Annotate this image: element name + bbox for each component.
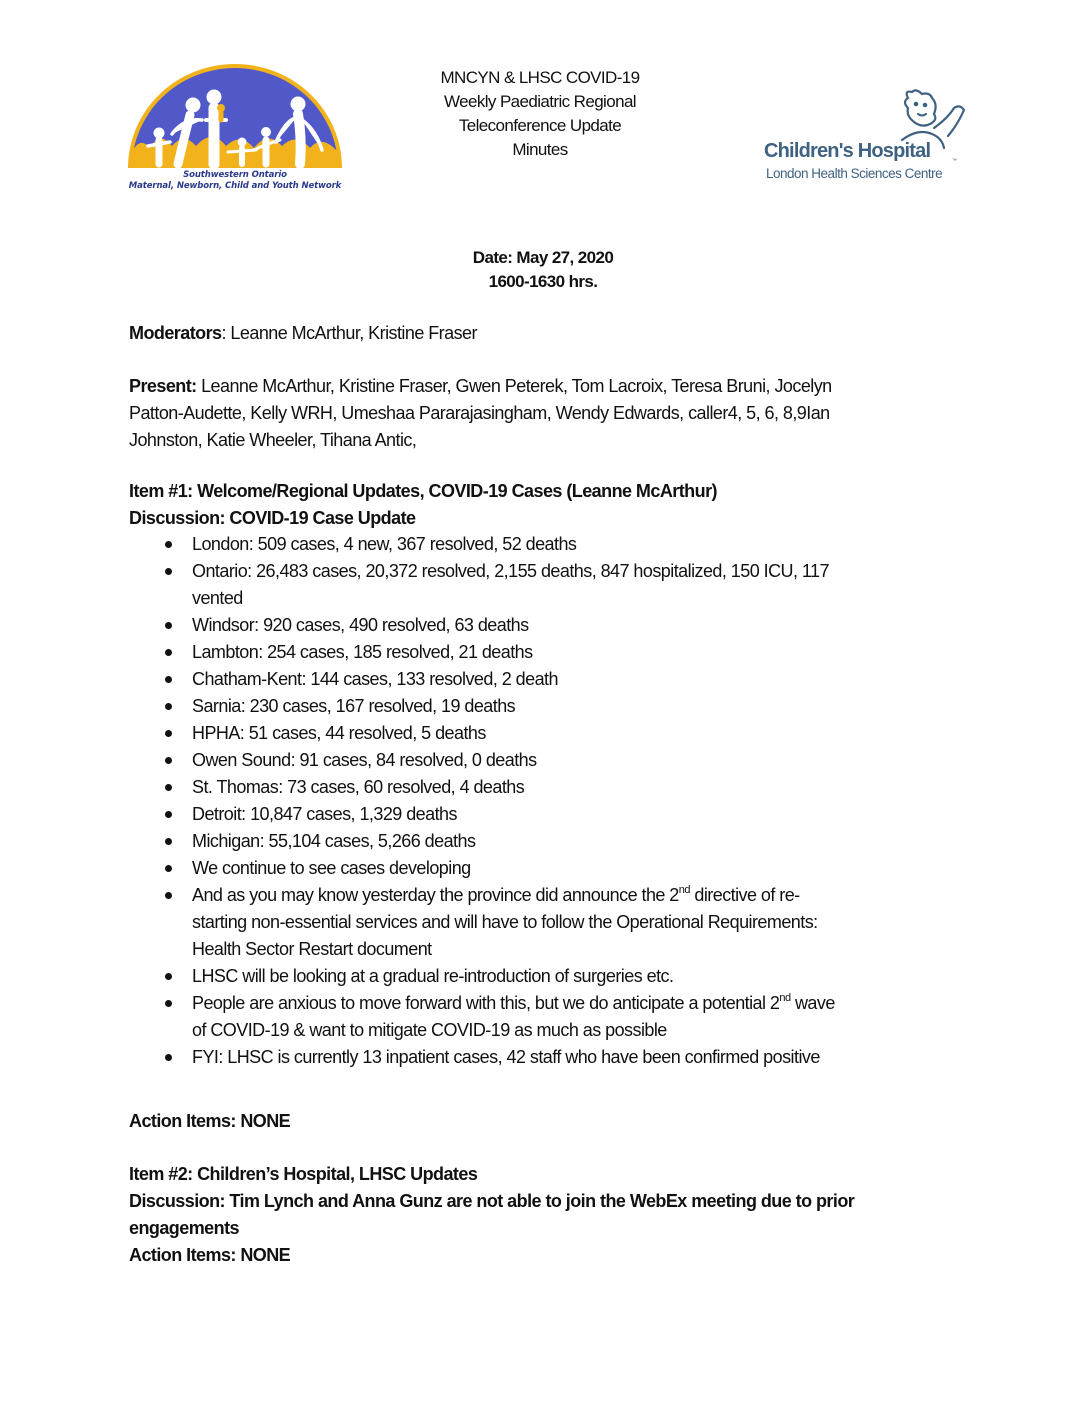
item1-header — [129, 478, 969, 532]
moderators-label: Moderators — [129, 323, 222, 343]
list-item: And as you may know yesterday the province did announce the 2nd directive of re- starting non-essential services and will have to follow the Operational Requirements: Health Sector Restart document — [129, 882, 969, 963]
list-item: LHSC will be looking at a gradual re-introduction of surgeries etc. — [129, 963, 969, 990]
bullet-icon — [165, 1054, 172, 1061]
moderators — [129, 320, 969, 347]
bullet-icon — [165, 1000, 172, 1007]
list-item: Sarnia: 230 cases, 167 resolved, 19 deaths — [129, 693, 969, 720]
title-line: Minutes — [512, 140, 568, 159]
item1-discussion: Discussion: COVID-19 Case Update — [129, 508, 416, 528]
present-line: Johnston, Katie Wheeler, Tihana Antic, — [129, 430, 417, 450]
family-arch-icon — [126, 60, 344, 170]
present-line: Leanne McArthur, Kristine Fraser, Gwen Peterek, Tom Lacroix, Teresa Bruni, Jocelyn — [196, 376, 832, 396]
hospital-name: Children's Hospital — [764, 140, 931, 162]
meeting-datetime — [320, 246, 766, 294]
bullet-icon — [165, 568, 172, 575]
bullet-icon — [165, 622, 172, 629]
trademark: ™ — [952, 158, 957, 164]
item2-heading: Item #2: Children’s Hospital, LHSC Updates — [129, 1164, 478, 1184]
logo-caption-line1: Southwestern Ontario — [183, 170, 287, 180]
bullet-icon — [165, 757, 172, 764]
present-label: Present: — [129, 376, 197, 396]
list-item: Owen Sound: 91 cases, 84 resolved, 0 deaths — [129, 747, 969, 774]
list-item: London: 509 cases, 4 new, 367 resolved, 52 deaths — [129, 531, 969, 558]
item2-action-items: Action Items: NONE — [129, 1245, 291, 1265]
item2-discussion: Discussion: Tim Lynch and Anna Gunz are not able to join the WebEx meeting due to prior — [129, 1191, 855, 1211]
list-item: Lambton: 254 cases, 185 resolved, 21 deaths — [129, 639, 969, 666]
childrens-hospital-logo — [760, 88, 970, 188]
list-item: Michigan: 55,104 cases, 5,266 deaths — [129, 828, 969, 855]
present-line: Patton-Audette, Kelly WRH, Umeshaa Pararajasingham, Wendy Edwards, caller4, 5, 6, 8,9Ian — [129, 403, 830, 423]
list-item: Chatham-Kent: 144 cases, 133 resolved, 2 death — [129, 666, 969, 693]
bullet-icon — [165, 703, 172, 710]
list-item: St. Thomas: 73 cases, 60 resolved, 4 deaths — [129, 774, 969, 801]
list-item: Ontario: 26,483 cases, 20,372 resolved, 2,155 deaths, 847 hospitalized, 150 ICU, 117 vented — [129, 558, 969, 612]
hospital-subtitle: London Health Sciences Centre — [766, 166, 943, 181]
bullet-icon — [165, 865, 172, 872]
item1-action-items: Action Items: NONE — [129, 1111, 291, 1131]
bullet-icon — [165, 730, 172, 737]
item2-discussion-cont: engagements — [129, 1218, 239, 1238]
bullet-icon — [165, 973, 172, 980]
bullet-icon — [165, 838, 172, 845]
attendees — [129, 373, 969, 454]
bullet-icon — [165, 541, 172, 548]
title-line: Teleconference Update — [458, 116, 622, 135]
title-line: MNCYN & LHSC COVID-19 — [440, 68, 640, 87]
list-item: FYI: LHSC is currently 13 inpatient cases, 42 staff who have been confirmed positive — [129, 1044, 969, 1071]
meeting-time: 1600-1630 hrs. — [488, 272, 598, 291]
mncyn-logo — [126, 60, 344, 200]
list-item: Detroit: 10,847 cases, 1,329 deaths — [129, 801, 969, 828]
list-item: We continue to see cases developing — [129, 855, 969, 882]
list-item: HPHA: 51 cases, 44 resolved, 5 deaths — [129, 720, 969, 747]
moderators-value: : Leanne McArthur, Kristine Fraser — [221, 323, 477, 343]
bullet-icon — [165, 649, 172, 656]
item2-section — [129, 1161, 969, 1269]
bullet-icon — [165, 784, 172, 791]
bullet-icon — [165, 892, 172, 899]
meeting-date: Date: May 27, 2020 — [472, 248, 614, 267]
bullet-icon — [165, 676, 172, 683]
list-item: Windsor: 920 cases, 490 resolved, 63 deaths — [129, 612, 969, 639]
item1-heading: Item #1: Welcome/Regional Updates, COVID-19 Cases (Leanne McArthur) — [129, 481, 717, 501]
logo-caption-line2: Maternal, Newborn, Child and Youth Network — [128, 181, 342, 191]
document-title — [400, 66, 680, 162]
bullet-icon — [165, 811, 172, 818]
list-item: People are anxious to move forward with this, but we do anticipate a potential 2nd wave of COVID-19 & want to mitigate COVID-19 as much as possible — [129, 990, 969, 1044]
title-line: Weekly Paediatric Regional — [444, 92, 636, 111]
case-update-list — [129, 531, 969, 1071]
